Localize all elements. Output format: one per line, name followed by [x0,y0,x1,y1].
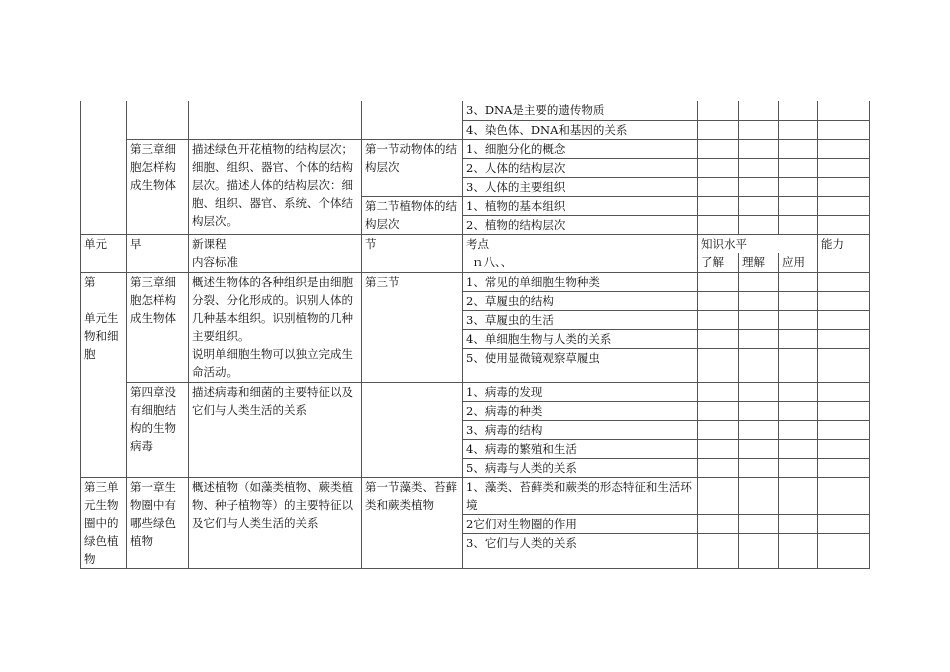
point-cell: 5、使用显微镜观察草履虫 [463,348,698,382]
point-cell: 2它们对生物圈的作用 [463,514,698,533]
point-cell: 3、DNA是主要的遗传物质 [463,101,698,120]
standard-cell: 概述植物（如藻类植物、蕨类植物、种子植物等）的主要特征以及它们与人类生活的关系 [189,477,362,568]
chapter-cell: 第一章生物圈中有哪些绿色植物 [127,477,189,568]
header-ability: 能力 [818,234,870,272]
header-unit: 单元 [81,234,127,272]
table-row [81,139,870,158]
node-cell [362,382,463,477]
point-cell: 1、常见的单细胞生物种类 [463,272,698,291]
point-cell: 2、人体的结构层次 [463,158,698,177]
header-row [81,234,870,253]
point-cell: 2、草履虫的结构 [463,291,698,310]
standard-cell: 描述病毒和细菌的主要特征以及它们与人类生活的关系 [189,382,362,477]
header-points [463,234,698,272]
standard-p2: 说明单细胞生物可以独立完成生命活动。 [192,346,353,379]
point-cell: 4、染色体、DNA和基因的关系 [463,120,698,139]
point-cell: 3、病毒的结构 [463,420,698,439]
point-cell: 1、病毒的发现 [463,382,698,401]
point-cell: 4、病毒的繁殖和生活 [463,439,698,458]
unit-cell [81,272,127,477]
point-cell: 1、植物的基本组织 [463,196,698,215]
header-standard [189,234,362,272]
header-level-2: 理解 [739,253,779,272]
point-cell: 2、病毒的种类 [463,401,698,420]
point-cell: 3、草履虫的生活 [463,310,698,329]
standard-p1: 概述生物体的各种组织是由细胞分裂、分化形成的。识别人体的几种基本组织。识别植物的几种主要组织。 [192,274,353,343]
table-row [81,101,870,120]
header-points-line2: ｎ八、、 [472,254,513,269]
node-cell: 第三节 [362,272,463,382]
node-cell [362,101,463,139]
point-cell: 5、病毒与人类的关系 [463,458,698,477]
header-knowledge: 知识水平 [698,234,818,253]
unit-cell: 第三单元生物圈中的绿色植物 [81,477,127,568]
point-cell: 3、它们与人类的关系 [463,534,698,568]
table-row [81,382,870,401]
unit-cell [81,101,127,234]
header-level-3: 应用 [779,253,818,272]
table-row [81,477,870,514]
unit-line1: 第 [84,274,96,289]
header-chapter: 早 [127,234,189,272]
header-standard-line1: 新课程 [192,236,227,251]
point-cell: 3、人体的主要组织 [463,177,698,196]
table-row [81,272,870,291]
header-node: 节 [362,234,463,272]
point-cell: 1、藻类、苔藓类和蕨类的形态特征和生活环境 [463,477,698,514]
point-cell: 2、植物的结构层次 [463,215,698,234]
header-level-1: 了解 [698,253,739,272]
node-cell: 第二节植物体的结构层次 [362,196,463,234]
node-cell: 第一节藻类、苔藓类和蕨类植物 [362,477,463,568]
point-cell: 4、单细胞生物与人类的关系 [463,329,698,348]
header-points-line1: 考点 [466,236,489,251]
chapter-cell: 第三章细胞怎样构成生物体 [127,272,189,382]
node-cell: 第一节动物体的结构层次 [362,139,463,196]
standard-cell [189,101,362,139]
chapter-cell [127,101,189,139]
curriculum-table [80,101,870,569]
chapter-cell: 第三章细胞怎样构成生物体 [127,139,189,234]
standard-cell: 描述绿色开花植物的结构层次；细胞、组织、器官、个体的结构层次。描述人体的结构层次：细胞、组织、器官、系统、个体结构层次。 [189,139,362,234]
chapter-cell: 第四章没有细胞结构的生物病毒 [127,382,189,477]
standard-cell [189,272,362,382]
unit-line2: 单元生物和细胞 [84,310,119,361]
header-standard-line2: 内容标准 [192,254,238,269]
point-cell: 1、细胞分化的概念 [463,139,698,158]
